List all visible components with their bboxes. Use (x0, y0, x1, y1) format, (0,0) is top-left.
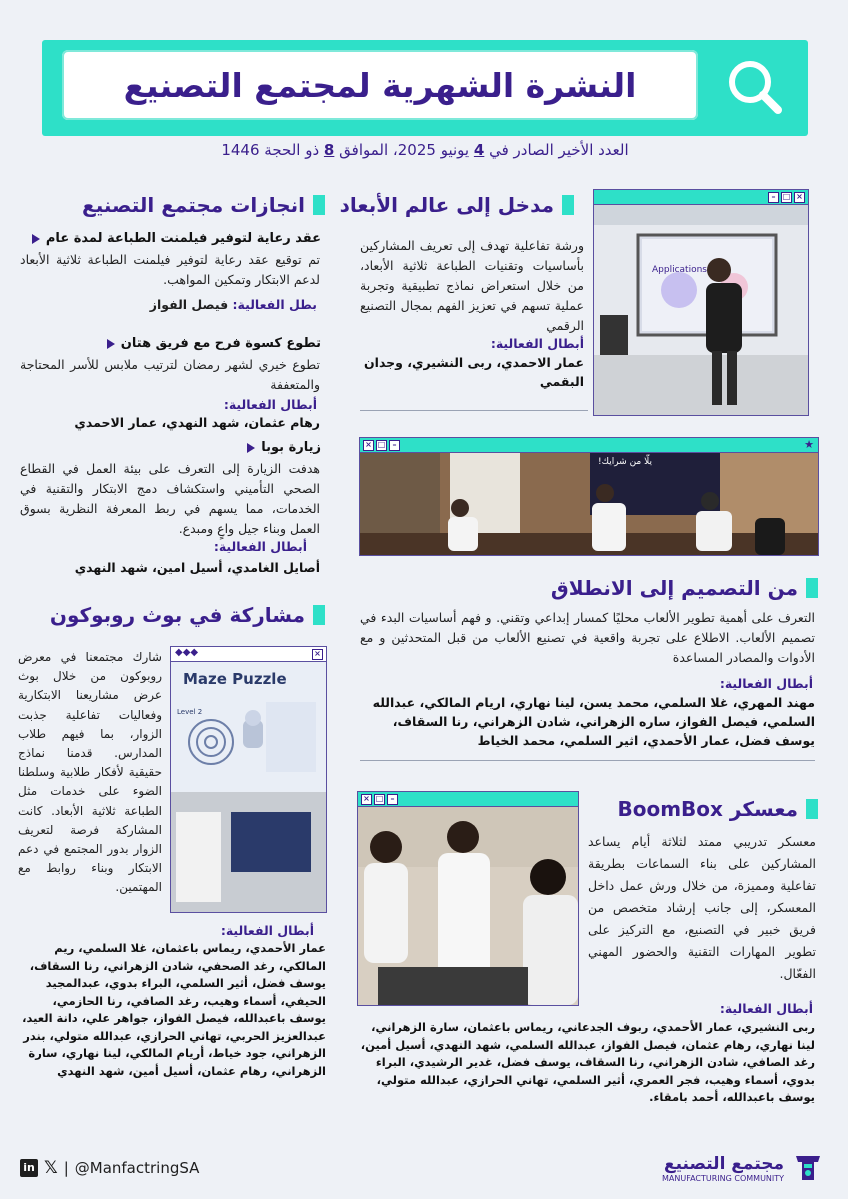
photo-window-design (359, 437, 819, 556)
screen-text: يلّا من شرايك! (598, 457, 652, 467)
section-bar (806, 799, 818, 819)
logo-text (662, 1154, 784, 1183)
section-title-achievements: انجازات مجتمع التصنيع (82, 193, 325, 217)
achievement-heroes: أصايل الغامدي، أسيل امين، شهد النهدي (74, 560, 320, 575)
section-bar (562, 195, 574, 215)
boombox-photo (358, 807, 578, 1005)
photo-label: Level 2 (177, 708, 203, 716)
design-heroes: مهند المهري، غلا السلمي، محمد يسن، لينا نهاري، اريام المالكي، عبدالله السلمي، فيصل الفواز، ساره الزهراني، شادن الزهراني، رنا السقاف، يوسف فضل، عمار الأحمدي، اثير السلمي، محمد الخياط (372, 695, 815, 748)
decor-diamond-icon: ◆◆◆ (175, 647, 199, 658)
robocon-body: شارك مجتمعنا في معرض روبوكون من خلال بوث عرض مشاريعنا الابتكارية وفعاليات تفاعلية جذبت الزوار، بما فيهم طلاب المدارس. قدمنا نماذج حقيقية لأفكار طلابية وسلطنا الضوء على خدمات مثل الطباعة ثلاثية الأبعاد. كانت المشاركة فرصة لتعريف الزوار بدور المجتمع في دعم الابتكار وبناء روابط مع المهتمين. (18, 650, 162, 895)
maximize-icon: □ (782, 192, 791, 201)
workshop-photo (594, 205, 808, 415)
boombox-heroes: ربى النشيري، عمار الأحمدي، ربوف الجدعاني، ريماس باعثمان، سارة الزهراني، لينا نهاري، رهام عثمان، فيصل الفواز، عبدالله السلمي، شهد النهدي، أسيل أمين، رغد الصافي، شادن الزهراني، رنا السقاف، يوسف فضل، غدير الرشيدي، البراء بدوي، أسماء وهيب، فجر العمري، أثير السلمي، تهاني الحرازي، عبدالله متولي، يوسف باعبدالله، أحمد بامقاء. (360, 1020, 815, 1104)
issue-date: العدد الأخير الصادر في 4 يونيو 2025، الموافق 8 ذو الحجة 1446 (221, 141, 629, 159)
logo-english: MANUFACTURING COMMUNITY (662, 1174, 785, 1183)
robocon-photo (171, 662, 326, 912)
achievement-heroes-label: أبطال الفعالية: (223, 397, 317, 412)
close-icon: × (794, 192, 805, 203)
page-title: النشرة الشهرية لمجتمع التصنيع (123, 65, 637, 105)
robocon-heroes: عمار الأحمدي، ريماس باعثمان، غلا السلمي، ريم المالكي، رغد الصحفي، شادن الزهراني، رنا السقاف، يوسف فضل، أثير السلمي، البراء بدوي، عبدالمجيد الحيفي، أسماء وهيب، رغد الصافي، رنا الحازمي، يوسف باعبدالله، فيصل الفواز، جواهر علي، دانة العيد، عبدالعزيز الحربي، تهاني الحرازي، عبدالله متولي، بندر الزهراني، جود خياط، أريام المالكي، لينا نهاري، سارة الزهراني، رهام عثمان، أسيل أمين، شهد النهدي (22, 941, 326, 1078)
section-bar (313, 605, 325, 625)
design-heroes-label: أبطال الفعالية: (719, 676, 813, 691)
section-title-dimensions: مدخل إلى عالم الأبعاد (340, 193, 574, 217)
social-links (20, 1158, 199, 1178)
dimensions-body: ورشة تفاعلية تهدف إلى تعريف المشاركين بأساسيات وتقنيات الطباعة ثلاثية الأبعاد، من خلال استعراض نماذج تطبيقية وتجربة عملية تسهم في تعزيز الفهم بمجال التصنيع الرقمي (360, 238, 584, 333)
close-icon: × (363, 440, 374, 451)
maximize-icon: □ (375, 794, 384, 803)
community-logo-icon (788, 1148, 828, 1188)
achievement-heroes-label: أبطال الفعالية: (213, 539, 307, 554)
section-title-design: من التصميم إلى الانطلاق (551, 576, 818, 600)
achievement-title: زيارة بوبا (247, 440, 321, 455)
maximize-icon: □ (377, 440, 386, 449)
achievement-title: عقد رعاية لتوفير فيلمنت الطباعة لمدة عام (32, 231, 321, 246)
dimensions-heroes-label: أبطال الفعالية: (490, 336, 584, 351)
achievement-body: هدفت الزيارة إلى التعرف على بيئة العمل في القطاع الصحي التأميني واستكشاف دمج الابتكار والتقنية في الخدمات، مما يسهم في ربط المعرفة النظرية بسوق العمل وبناء جيل واعٍ ومبدع. (20, 461, 320, 536)
linkedin-icon[interactable]: in (20, 1159, 38, 1177)
minimize-icon: – (389, 440, 400, 451)
section-title-robocon: مشاركة في بوث روبوكون (50, 603, 325, 627)
x-icon[interactable]: 𝕏 (44, 1158, 58, 1178)
close-icon: × (312, 649, 323, 660)
star-icon: ★ (804, 438, 814, 451)
photo-window-robocon (170, 646, 327, 913)
achievement-title: تطوع كسوة فرح مع فريق هتان (107, 336, 321, 351)
divider (360, 760, 815, 761)
photo-window-boombox (357, 791, 579, 1006)
achievement-body: تطوع خيري لشهر رمضان لترتيب ملابس للأسر المحتاجة والمتعففة (20, 357, 320, 392)
robocon-heroes-label: أبطال الفعالية: (220, 923, 314, 938)
minimize-icon: – (387, 794, 398, 805)
section-bar (806, 578, 818, 598)
window-titlebar (360, 438, 818, 453)
photo-window-dimensions (593, 189, 809, 416)
design-body: التعرف على أهمية تطوير الألعاب محليًا كمسار إبداعي وتقني. و فهم أساسيات البدء في تصميم الألعاب. الاطلاع على تجربة واقعية في تصنيع الألعاب من قبل المتحدثين و مع الأدوات والمصادر المساعدة (360, 610, 815, 665)
separator: | (63, 1159, 69, 1177)
photo-banner: Maze Puzzle (183, 670, 287, 688)
window-titlebar (594, 190, 808, 205)
social-handle[interactable]: @ManfactringSA (74, 1159, 200, 1177)
dimensions-heroes: عمار الاحمدي، ربى النشيري، وجدان البقمي (364, 355, 584, 389)
boombox-body: معسكر تدريبي ممتد لثلاثة أيام يساعد المشاركين على بناء السماعات بطريقة تفاعلية ومميزة، من خلال ورش عمل داخل المعسكر، إلى جانب إرشاد متخصص من فريق خبير في التصنيع، مع التركيز على تطوير المهارات التقنية والحضور المهني الفعّال. (588, 834, 816, 981)
screen-text: Applications (652, 265, 707, 275)
boombox-heroes-label: أبطال الفعالية: (719, 1001, 813, 1016)
achievement-heroes: بطل الفعالية: فيصل الفواز (149, 297, 317, 312)
section-bar (313, 195, 325, 215)
game-design-photo (360, 453, 818, 555)
close-icon: × (361, 794, 372, 805)
search-icon (718, 52, 792, 122)
window-titlebar (171, 647, 326, 662)
logo-arabic: مجتمع التصنيع (664, 1154, 785, 1174)
achievement-heroes: رهام عثمان، شهد النهدي، عمار الاحمدي (74, 415, 320, 430)
window-titlebar (358, 792, 578, 807)
section-title-boombox: معسكر BoomBox (617, 797, 818, 821)
divider (360, 410, 588, 411)
achievement-body: تم توقيع عقد رعاية لتوفير فيلمنت الطباعة ثلاثية الأبعاد لدعم الابتكار وتمكين المواهب. (20, 252, 320, 287)
minimize-icon: – (768, 192, 779, 203)
